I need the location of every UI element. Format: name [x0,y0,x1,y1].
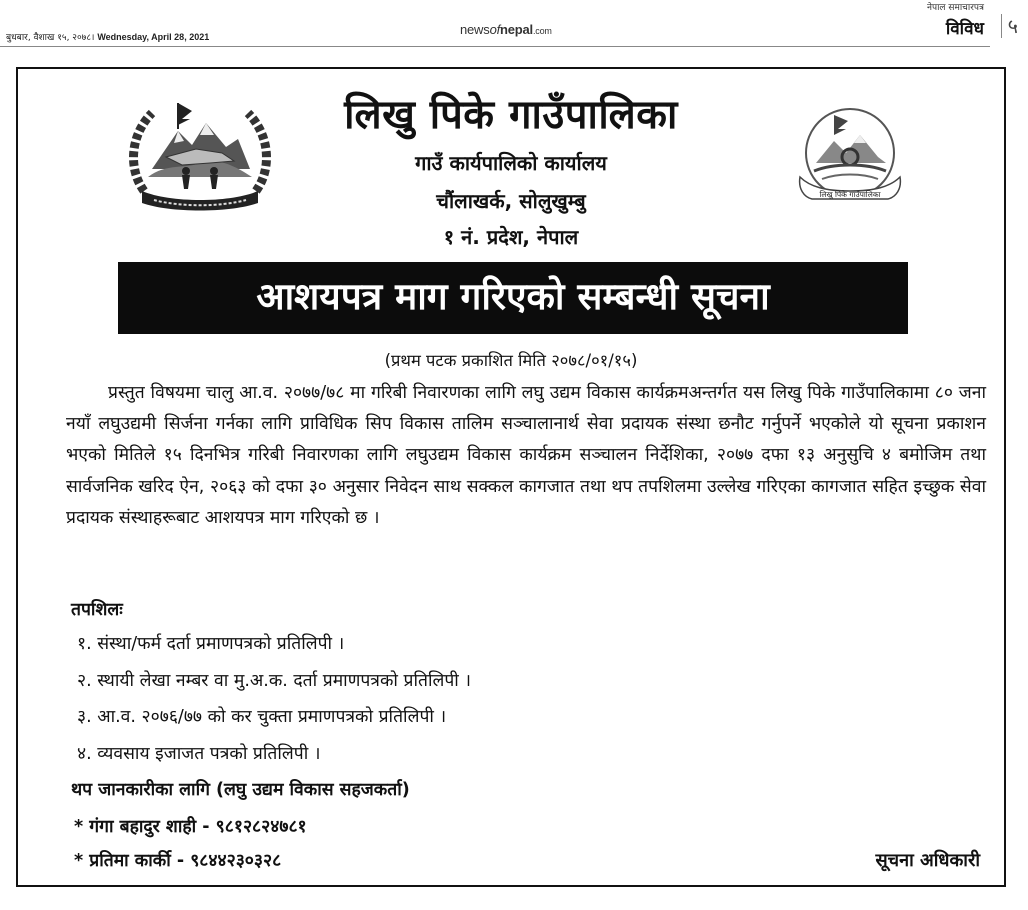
list-item: ४. व्यवसाय इजाजत पत्रको प्रतिलिपी । [77,743,321,764]
newspaper-header [0,0,1028,52]
notice-title: आशयपत्र माग गरिएको सम्बन्धी सूचना [118,262,908,334]
header-divider [0,46,990,47]
publication-date: (प्रथम पटक प्रकाशित मिति २०७८/०१/१५) [384,351,638,370]
office-name: गाउँ कार्यपालिको कार्यालय [415,151,607,175]
seal-text: लिखु पिके गाउँपालिका [819,190,881,199]
contact-item: * प्रतिमा कार्की - ९८४४२३०३२८ [74,851,282,871]
notice-frame [16,67,1006,887]
issue-date-english: Wednesday, April 28, 2021 [97,32,210,42]
document-list [77,631,471,777]
contact-item: * गंगा बहादुर शाही - ९८१२८२४७८१ [74,817,307,837]
municipality-name: लिखु पिके गाउँपालिका [344,92,678,138]
logo-of: of [489,22,501,37]
document-list-heading: तपशिलः [71,600,123,620]
contact-heading: थप जानकारीका लागि (लघु उद्यम विकास सहजकर्ता) [71,780,410,800]
municipality-seal-icon [794,101,906,213]
newspaper-logo [460,22,552,37]
logo-prefix: news [460,22,490,37]
signatory: सूचना अधिकारी [875,850,980,871]
province-name: १ नं. प्रदेश, नेपाल [443,225,579,249]
section-name: विविध [945,19,984,39]
issue-date [6,30,209,43]
issue-date-nepali: बुधबार, वैशाख १५, २०७८। [6,33,95,43]
list-item: ३. आ.व. २०७६/७७ को कर चुक्ता प्रमाणपत्रको प्रतिलिपी । [77,707,447,727]
page-number: ५ [1001,14,1018,38]
logo-suffix: .com [532,26,552,36]
list-item: २. स्थायी लेखा नम्बर वा मु.अ.क. दर्ता प्रमाणपत्रको प्रतिलिपी । [77,670,472,691]
logo-main: nepal [500,22,533,37]
notice-body: प्रस्तुत विषयमा चालु आ.व. २०७७/७८ मा गरिबी निवारणका लागि लघु उद्यम विकास कार्यक्रमअन्तर्गत यस लिखु पिके गाउँपालिकामा ८० जना नयाँ लघुउद्यमी सिर्जना गर्नका लागि प्राविधिक सिप विकास तालिम सञ्चालानार्थ सेवा प्रदायक संस्था छनौट गर्नुपर्ने भएकोले यो सूचना प्रकाशन भएको मितिले १५ दिनभित्र गरिबी निवारणका लागि लघुउद्यम विकास कार्यक्रम सञ्चालन निर्देशिका, २०७७ दफा १३ अनुसुचि ४ बमोजिम तथा सार्वजनिक खरिद ऐन, २०६३ को दफा ३० अनुसार निवेदन साथ सक्कल कागजात तथा थप तपशिलमा उल्लेख गरिएका कागजात सहित इच्छुक सेवा प्रदायक संस्थाहरूबाट आशयपत्र माग गरिएको छ । [66,383,986,528]
paper-name: नेपाल समाचारपत्र [926,3,984,13]
list-item: १. संस्था/फर्म दर्ता प्रमाणपत्रको प्रतिलिपी । [77,634,345,654]
office-address: चौंलाखर्क, सोलुखुम्बु [436,189,586,213]
